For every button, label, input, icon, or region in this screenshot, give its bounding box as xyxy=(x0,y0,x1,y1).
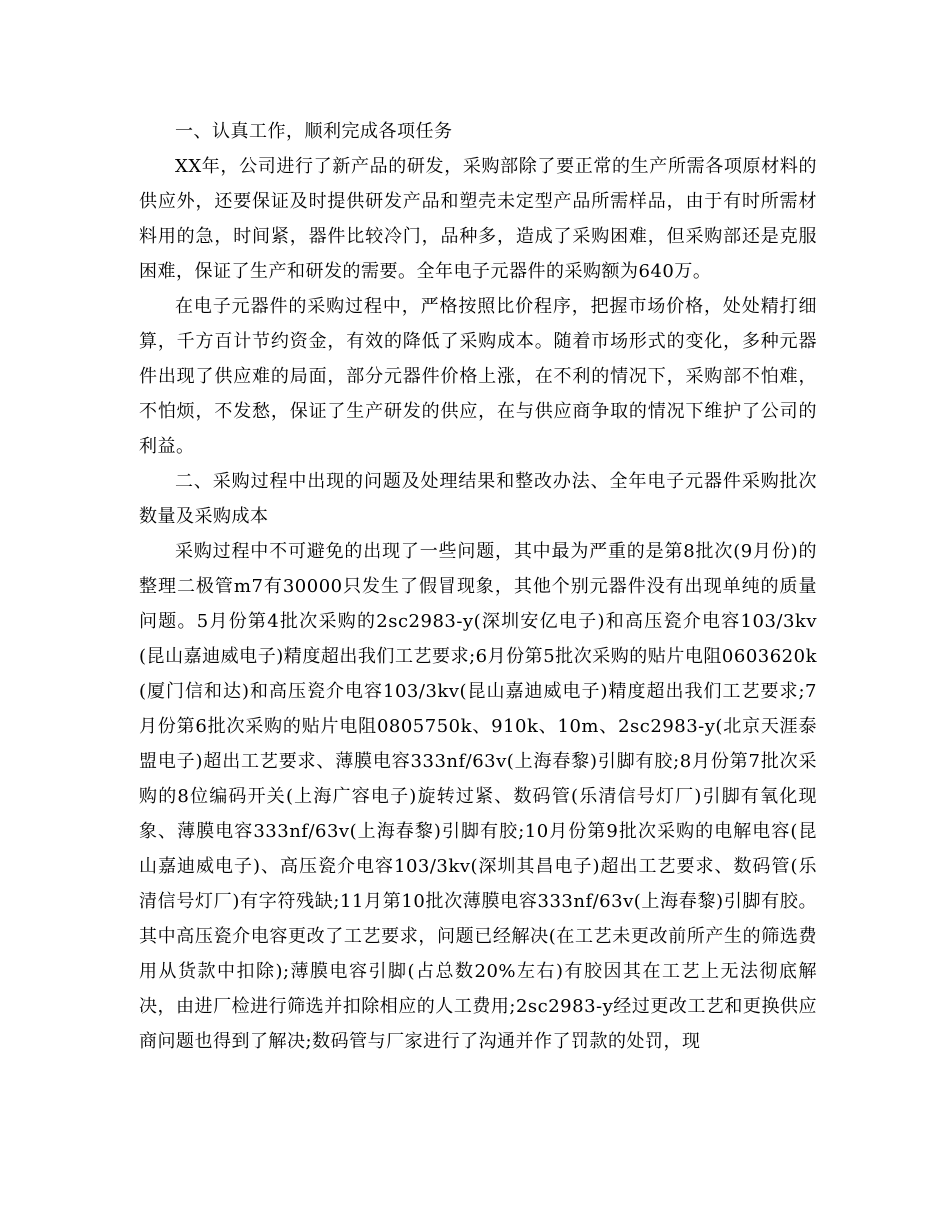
section-heading-2: 二、采购过程中出现的问题及处理结果和整改办法、全年电子元器件采购批次数量及采购成本 xyxy=(139,471,817,527)
body-paragraph-3: 采购过程中不可避免的出现了一些问题，其中最为严重的是第8批次(9月份)的整理二极管m7有30000只发生了假冒现象，其他个别元器件没有出现单纯的质量问题。5月份第4批次采购的2sc2983-y(深圳安亿电子)和高压瓷介电容103/3kv(昆山嘉迪威电子)精度超出我们工艺要求;6月份第5批次采购的贴片电阻0603620k(厦门信和达)和高压瓷介电容103/3kv(昆山嘉迪威电子)精度超出我们工艺要求;7月份第6批次采购的贴片电阻0805750k、910k、10m、2sc2983-y(北京天涯泰盟电子)超出工艺要求、薄膜电容333nf/63v(上海春黎)引脚有胶;8月份第7批次采购的8位编码开关(上海广容电子)旋转过紧、数码管(乐清信号灯厂)引脚有氧化现象、薄膜电容333nf/63v(上海春黎)引脚有胶;10月份第9批次采购的电解电容(昆山嘉迪威电子)、高压瓷介电容103/3kv(深圳其昌电子)超出工艺要求、数码管(乐清信号灯厂)有字符残缺;11月第10批次薄膜电容333nf/63v(上海春黎)引脚有胶。其中高压瓷介电容更改了工艺要求，问题已经解决(在工艺未更改前所产生的筛选费用从货款中扣除);薄膜电容引脚(占总数20%左右)有胶因其在工艺上无法彻底解决，由进厂检进行筛选并扣除相应的人工费用;2sc2983-y经过更改工艺和更换供应商问题也得到了解决;数码管与厂家进行了沟通并作了罚款的处罚，现 xyxy=(139,541,817,1052)
document-body xyxy=(139,114,817,1059)
body-paragraph-2: 在电子元器件的采购过程中，严格按照比价程序，把握市场价格，处处精打细算，千方百计节约资金，有效的降低了采购成本。随着市场形式的变化，多种元器件出现了供应难的局面，部分元器件价格上涨，在不利的情况下，采购部不怕难，不怕烦，不发愁，保证了生产研发的供应，在与供应商争取的情况下维护了公司的利益。 xyxy=(139,296,817,457)
section-heading-1: 一、认真工作，顺利完成各项任务 xyxy=(175,121,453,142)
body-paragraph-1: XX年，公司进行了新产品的研发，采购部除了要正常的生产所需各项原材料的供应外，还要保证及时提供研发产品和塑壳未定型产品所需样品，由于有时所需材料用的急，时间紧，器件比较冷门，品种多，造成了采购困难，但采购部还是克服困难，保证了生产和研发的需要。全年电子元器件的采购额为640万。 xyxy=(139,156,817,282)
